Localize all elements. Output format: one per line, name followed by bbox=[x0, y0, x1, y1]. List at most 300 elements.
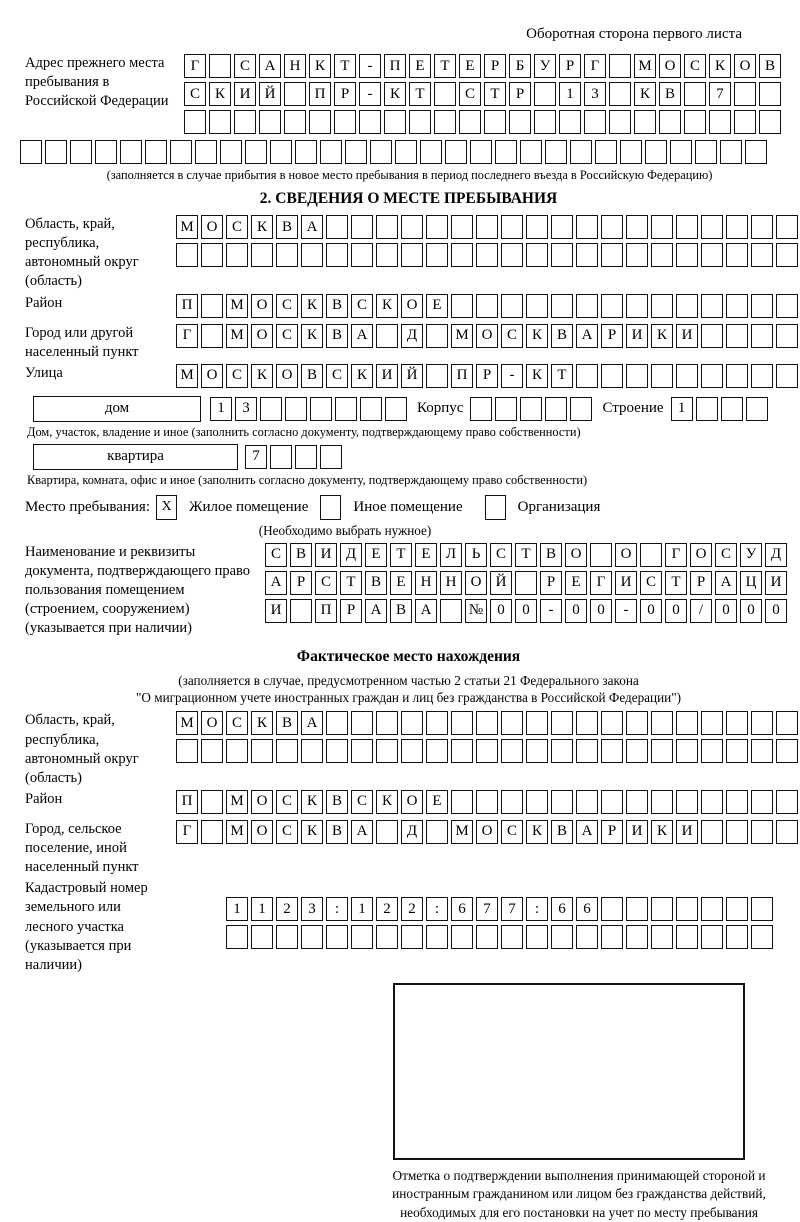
char-box[interactable] bbox=[401, 739, 423, 763]
char-box[interactable]: О bbox=[476, 820, 498, 844]
char-box[interactable]: А bbox=[365, 599, 387, 623]
char-box[interactable] bbox=[476, 243, 498, 267]
char-box[interactable]: В bbox=[326, 294, 348, 318]
char-box[interactable] bbox=[495, 140, 517, 164]
char-box[interactable]: 7 bbox=[476, 897, 498, 921]
char-box[interactable] bbox=[95, 140, 117, 164]
char-box[interactable] bbox=[726, 790, 748, 814]
char-box[interactable] bbox=[501, 243, 523, 267]
char-box[interactable] bbox=[626, 925, 648, 949]
char-box[interactable]: А bbox=[576, 324, 598, 348]
char-box[interactable] bbox=[120, 140, 142, 164]
char-box[interactable] bbox=[326, 711, 348, 735]
char-box[interactable] bbox=[501, 925, 523, 949]
char-box[interactable] bbox=[576, 790, 598, 814]
checkbox-other-premises[interactable] bbox=[320, 495, 341, 520]
char-box[interactable] bbox=[626, 739, 648, 763]
char-box[interactable] bbox=[451, 243, 473, 267]
char-box[interactable]: К bbox=[651, 324, 673, 348]
char-box[interactable]: П bbox=[176, 294, 198, 318]
char-box[interactable] bbox=[345, 140, 367, 164]
char-box[interactable] bbox=[201, 739, 223, 763]
char-box[interactable] bbox=[746, 397, 768, 421]
char-box[interactable] bbox=[401, 711, 423, 735]
char-box[interactable]: Б bbox=[509, 54, 531, 78]
char-box[interactable]: В bbox=[365, 571, 387, 595]
char-box[interactable]: К bbox=[526, 324, 548, 348]
char-box[interactable] bbox=[551, 711, 573, 735]
char-box[interactable] bbox=[351, 215, 373, 239]
char-box[interactable] bbox=[290, 599, 312, 623]
char-box[interactable] bbox=[451, 711, 473, 735]
char-box[interactable] bbox=[201, 790, 223, 814]
char-box[interactable] bbox=[260, 397, 282, 421]
char-box[interactable] bbox=[776, 215, 798, 239]
char-box[interactable]: О bbox=[276, 364, 298, 388]
char-box[interactable]: С bbox=[276, 820, 298, 844]
char-box[interactable]: 0 bbox=[590, 599, 612, 623]
char-box[interactable]: К bbox=[709, 54, 731, 78]
char-box[interactable]: 2 bbox=[376, 897, 398, 921]
char-box[interactable]: 1 bbox=[251, 897, 273, 921]
char-box[interactable] bbox=[251, 925, 273, 949]
char-box[interactable]: Р bbox=[540, 571, 562, 595]
char-box[interactable] bbox=[251, 243, 273, 267]
char-box[interactable]: 2 bbox=[276, 897, 298, 921]
char-box[interactable] bbox=[701, 897, 723, 921]
char-box[interactable] bbox=[726, 739, 748, 763]
char-box[interactable]: Н bbox=[415, 571, 437, 595]
char-box[interactable] bbox=[751, 897, 773, 921]
char-box[interactable] bbox=[401, 243, 423, 267]
char-box[interactable]: А bbox=[265, 571, 287, 595]
char-box[interactable] bbox=[626, 897, 648, 921]
char-box[interactable]: В bbox=[276, 215, 298, 239]
char-box[interactable] bbox=[376, 925, 398, 949]
char-box[interactable] bbox=[301, 925, 323, 949]
char-box[interactable] bbox=[551, 243, 573, 267]
char-box[interactable] bbox=[745, 140, 767, 164]
char-box[interactable]: С bbox=[501, 820, 523, 844]
char-box[interactable]: 7 bbox=[501, 897, 523, 921]
char-box[interactable] bbox=[426, 364, 448, 388]
char-box[interactable] bbox=[459, 110, 481, 134]
char-box[interactable] bbox=[776, 711, 798, 735]
char-box[interactable]: Т bbox=[340, 571, 362, 595]
char-box[interactable] bbox=[601, 739, 623, 763]
char-box[interactable]: П bbox=[384, 54, 406, 78]
char-box[interactable] bbox=[526, 790, 548, 814]
char-box[interactable] bbox=[376, 243, 398, 267]
char-box[interactable]: М bbox=[226, 820, 248, 844]
char-box[interactable] bbox=[409, 110, 431, 134]
char-box[interactable]: - bbox=[615, 599, 637, 623]
char-box[interactable] bbox=[676, 294, 698, 318]
char-box[interactable] bbox=[334, 110, 356, 134]
char-box[interactable] bbox=[209, 54, 231, 78]
char-box[interactable]: А bbox=[351, 820, 373, 844]
char-box[interactable] bbox=[601, 215, 623, 239]
char-box[interactable]: Т bbox=[334, 54, 356, 78]
char-box[interactable] bbox=[701, 925, 723, 949]
char-box[interactable] bbox=[351, 925, 373, 949]
char-box[interactable]: Р bbox=[334, 82, 356, 106]
char-box[interactable]: 7 bbox=[245, 445, 267, 469]
char-box[interactable] bbox=[434, 110, 456, 134]
char-box[interactable] bbox=[515, 571, 537, 595]
char-box[interactable]: А bbox=[415, 599, 437, 623]
char-box[interactable] bbox=[495, 397, 517, 421]
char-box[interactable]: В bbox=[290, 543, 312, 567]
char-box[interactable]: А bbox=[301, 711, 323, 735]
char-box[interactable] bbox=[270, 445, 292, 469]
char-box[interactable]: М bbox=[176, 364, 198, 388]
char-box[interactable] bbox=[476, 294, 498, 318]
char-box[interactable] bbox=[726, 294, 748, 318]
char-box[interactable]: С bbox=[326, 364, 348, 388]
char-box[interactable] bbox=[301, 243, 323, 267]
char-box[interactable]: Е bbox=[409, 54, 431, 78]
char-box[interactable]: И bbox=[676, 820, 698, 844]
char-box[interactable] bbox=[376, 215, 398, 239]
char-box[interactable]: В bbox=[276, 711, 298, 735]
char-box[interactable]: Т bbox=[390, 543, 412, 567]
char-box[interactable] bbox=[776, 294, 798, 318]
char-box[interactable] bbox=[696, 397, 718, 421]
char-box[interactable]: 1 bbox=[210, 397, 232, 421]
char-box[interactable] bbox=[751, 215, 773, 239]
char-box[interactable]: 6 bbox=[451, 897, 473, 921]
char-box[interactable] bbox=[559, 110, 581, 134]
char-box[interactable]: Т bbox=[665, 571, 687, 595]
char-box[interactable]: 7 bbox=[709, 82, 731, 106]
char-box[interactable]: Л bbox=[440, 543, 462, 567]
char-box[interactable] bbox=[201, 243, 223, 267]
char-box[interactable] bbox=[751, 294, 773, 318]
char-box[interactable] bbox=[759, 110, 781, 134]
char-box[interactable]: Т bbox=[484, 82, 506, 106]
char-box[interactable] bbox=[726, 897, 748, 921]
char-box[interactable] bbox=[526, 243, 548, 267]
char-box[interactable]: Г bbox=[584, 54, 606, 78]
char-box[interactable]: И bbox=[315, 543, 337, 567]
char-box[interactable] bbox=[395, 140, 417, 164]
char-box[interactable] bbox=[376, 711, 398, 735]
char-box[interactable] bbox=[534, 82, 556, 106]
char-box[interactable] bbox=[209, 110, 231, 134]
char-box[interactable]: В bbox=[659, 82, 681, 106]
char-box[interactable]: Е bbox=[426, 790, 448, 814]
char-box[interactable]: К bbox=[251, 364, 273, 388]
char-box[interactable]: П bbox=[176, 790, 198, 814]
char-box[interactable]: И bbox=[615, 571, 637, 595]
char-box[interactable] bbox=[570, 140, 592, 164]
char-box[interactable]: Р bbox=[476, 364, 498, 388]
char-box[interactable]: К bbox=[384, 82, 406, 106]
char-box[interactable]: Р bbox=[509, 82, 531, 106]
char-box[interactable]: Е bbox=[426, 294, 448, 318]
char-box[interactable] bbox=[601, 711, 623, 735]
char-box[interactable] bbox=[701, 243, 723, 267]
char-box[interactable] bbox=[676, 243, 698, 267]
char-box[interactable] bbox=[351, 711, 373, 735]
char-box[interactable]: С bbox=[315, 571, 337, 595]
char-box[interactable] bbox=[520, 397, 542, 421]
char-box[interactable]: У bbox=[534, 54, 556, 78]
char-box[interactable]: Р bbox=[290, 571, 312, 595]
char-box[interactable] bbox=[701, 820, 723, 844]
char-box[interactable] bbox=[676, 790, 698, 814]
char-box[interactable]: К bbox=[651, 820, 673, 844]
char-box[interactable] bbox=[220, 140, 242, 164]
char-box[interactable] bbox=[759, 82, 781, 106]
char-box[interactable]: 3 bbox=[584, 82, 606, 106]
char-box[interactable] bbox=[726, 243, 748, 267]
char-box[interactable] bbox=[776, 739, 798, 763]
char-box[interactable] bbox=[676, 364, 698, 388]
char-box[interactable]: К bbox=[309, 54, 331, 78]
char-box[interactable]: К bbox=[301, 324, 323, 348]
char-box[interactable]: И bbox=[676, 324, 698, 348]
char-box[interactable] bbox=[751, 820, 773, 844]
char-box[interactable]: С bbox=[265, 543, 287, 567]
char-box[interactable] bbox=[651, 364, 673, 388]
char-box[interactable] bbox=[726, 925, 748, 949]
char-box[interactable] bbox=[370, 140, 392, 164]
char-box[interactable] bbox=[501, 711, 523, 735]
char-box[interactable] bbox=[359, 110, 381, 134]
char-box[interactable] bbox=[676, 925, 698, 949]
char-box[interactable]: В bbox=[301, 364, 323, 388]
char-box[interactable]: 2 bbox=[401, 897, 423, 921]
char-box[interactable]: П bbox=[451, 364, 473, 388]
char-box[interactable]: 0 bbox=[640, 599, 662, 623]
char-box[interactable] bbox=[595, 140, 617, 164]
char-box[interactable] bbox=[451, 925, 473, 949]
char-box[interactable] bbox=[335, 397, 357, 421]
char-box[interactable] bbox=[434, 82, 456, 106]
char-box[interactable] bbox=[320, 140, 342, 164]
char-box[interactable]: О bbox=[476, 324, 498, 348]
char-box[interactable] bbox=[651, 243, 673, 267]
char-box[interactable] bbox=[284, 110, 306, 134]
char-box[interactable] bbox=[576, 294, 598, 318]
char-box[interactable] bbox=[701, 215, 723, 239]
char-box[interactable] bbox=[351, 739, 373, 763]
char-box[interactable] bbox=[676, 711, 698, 735]
char-box[interactable] bbox=[226, 243, 248, 267]
char-box[interactable] bbox=[170, 140, 192, 164]
char-box[interactable]: О bbox=[659, 54, 681, 78]
char-box[interactable]: М bbox=[226, 324, 248, 348]
char-box[interactable] bbox=[751, 243, 773, 267]
char-box[interactable] bbox=[659, 110, 681, 134]
char-box[interactable]: С bbox=[459, 82, 481, 106]
char-box[interactable] bbox=[626, 790, 648, 814]
char-box[interactable] bbox=[384, 110, 406, 134]
char-box[interactable] bbox=[310, 397, 332, 421]
char-box[interactable]: А bbox=[715, 571, 737, 595]
char-box[interactable]: 0 bbox=[515, 599, 537, 623]
char-box[interactable] bbox=[276, 925, 298, 949]
char-box[interactable] bbox=[184, 110, 206, 134]
char-box[interactable] bbox=[601, 243, 623, 267]
char-box[interactable] bbox=[376, 820, 398, 844]
char-box[interactable] bbox=[451, 215, 473, 239]
char-box[interactable]: О bbox=[734, 54, 756, 78]
char-box[interactable] bbox=[726, 711, 748, 735]
char-box[interactable] bbox=[576, 215, 598, 239]
char-box[interactable] bbox=[440, 599, 462, 623]
char-box[interactable]: 0 bbox=[765, 599, 787, 623]
char-box[interactable]: М bbox=[451, 324, 473, 348]
char-box[interactable] bbox=[651, 294, 673, 318]
char-box[interactable] bbox=[385, 397, 407, 421]
char-box[interactable]: М bbox=[176, 215, 198, 239]
char-box[interactable] bbox=[651, 215, 673, 239]
char-box[interactable] bbox=[576, 925, 598, 949]
char-box[interactable]: 1 bbox=[671, 397, 693, 421]
char-box[interactable]: О bbox=[401, 294, 423, 318]
char-box[interactable]: Н bbox=[284, 54, 306, 78]
char-box[interactable] bbox=[551, 294, 573, 318]
char-box[interactable]: А bbox=[351, 324, 373, 348]
char-box[interactable]: Д bbox=[401, 324, 423, 348]
char-box[interactable] bbox=[670, 140, 692, 164]
char-box[interactable]: Й bbox=[490, 571, 512, 595]
char-box[interactable]: 6 bbox=[576, 897, 598, 921]
char-box[interactable] bbox=[526, 925, 548, 949]
char-box[interactable]: Т bbox=[551, 364, 573, 388]
char-box[interactable]: И bbox=[626, 324, 648, 348]
char-box[interactable]: И bbox=[376, 364, 398, 388]
char-box[interactable]: В bbox=[551, 324, 573, 348]
char-box[interactable] bbox=[551, 215, 573, 239]
char-box[interactable]: - bbox=[359, 54, 381, 78]
char-box[interactable]: Е bbox=[415, 543, 437, 567]
house-type-box[interactable]: дом bbox=[33, 396, 201, 422]
char-box[interactable]: С bbox=[276, 790, 298, 814]
char-box[interactable] bbox=[270, 140, 292, 164]
char-box[interactable] bbox=[226, 925, 248, 949]
char-box[interactable] bbox=[601, 294, 623, 318]
char-box[interactable]: Г bbox=[590, 571, 612, 595]
char-box[interactable] bbox=[609, 54, 631, 78]
char-box[interactable]: А bbox=[576, 820, 598, 844]
char-box[interactable] bbox=[676, 215, 698, 239]
char-box[interactable] bbox=[576, 739, 598, 763]
char-box[interactable] bbox=[201, 324, 223, 348]
char-box[interactable]: Т bbox=[515, 543, 537, 567]
char-box[interactable] bbox=[776, 790, 798, 814]
char-box[interactable] bbox=[426, 739, 448, 763]
char-box[interactable] bbox=[776, 364, 798, 388]
char-box[interactable]: Т bbox=[434, 54, 456, 78]
char-box[interactable]: С bbox=[351, 790, 373, 814]
char-box[interactable]: К bbox=[351, 364, 373, 388]
char-box[interactable] bbox=[45, 140, 67, 164]
char-box[interactable]: К bbox=[251, 711, 273, 735]
char-box[interactable]: К bbox=[301, 790, 323, 814]
char-box[interactable]: К bbox=[376, 790, 398, 814]
char-box[interactable] bbox=[751, 364, 773, 388]
char-box[interactable] bbox=[501, 790, 523, 814]
char-box[interactable] bbox=[626, 215, 648, 239]
char-box[interactable] bbox=[576, 243, 598, 267]
char-box[interactable] bbox=[326, 215, 348, 239]
char-box[interactable] bbox=[701, 294, 723, 318]
char-box[interactable]: 0 bbox=[715, 599, 737, 623]
char-box[interactable]: Р bbox=[340, 599, 362, 623]
char-box[interactable]: / bbox=[690, 599, 712, 623]
char-box[interactable]: К bbox=[251, 215, 273, 239]
char-box[interactable] bbox=[445, 140, 467, 164]
char-box[interactable] bbox=[245, 140, 267, 164]
char-box[interactable] bbox=[626, 711, 648, 735]
char-box[interactable] bbox=[470, 140, 492, 164]
char-box[interactable] bbox=[526, 215, 548, 239]
char-box[interactable]: У bbox=[740, 543, 762, 567]
char-box[interactable]: 1 bbox=[351, 897, 373, 921]
char-box[interactable] bbox=[476, 790, 498, 814]
char-box[interactable]: В bbox=[326, 324, 348, 348]
char-box[interactable]: Ь bbox=[465, 543, 487, 567]
char-box[interactable] bbox=[526, 294, 548, 318]
char-box[interactable]: Е bbox=[365, 543, 387, 567]
char-box[interactable]: К bbox=[301, 294, 323, 318]
char-box[interactable] bbox=[195, 140, 217, 164]
char-box[interactable] bbox=[551, 790, 573, 814]
char-box[interactable]: А bbox=[301, 215, 323, 239]
char-box[interactable] bbox=[701, 711, 723, 735]
char-box[interactable] bbox=[701, 324, 723, 348]
char-box[interactable]: Е bbox=[390, 571, 412, 595]
char-box[interactable] bbox=[721, 397, 743, 421]
char-box[interactable] bbox=[620, 140, 642, 164]
char-box[interactable]: С bbox=[184, 82, 206, 106]
char-box[interactable]: 0 bbox=[665, 599, 687, 623]
char-box[interactable]: О bbox=[401, 790, 423, 814]
char-box[interactable] bbox=[70, 140, 92, 164]
char-box[interactable] bbox=[701, 739, 723, 763]
char-box[interactable]: О bbox=[465, 571, 487, 595]
char-box[interactable]: С bbox=[226, 215, 248, 239]
char-box[interactable]: В bbox=[551, 820, 573, 844]
char-box[interactable]: В bbox=[390, 599, 412, 623]
char-box[interactable] bbox=[601, 364, 623, 388]
char-box[interactable]: Г bbox=[665, 543, 687, 567]
char-box[interactable]: С bbox=[684, 54, 706, 78]
char-box[interactable]: - bbox=[501, 364, 523, 388]
char-box[interactable]: И bbox=[234, 82, 256, 106]
char-box[interactable] bbox=[734, 82, 756, 106]
char-box[interactable]: С bbox=[351, 294, 373, 318]
char-box[interactable] bbox=[726, 324, 748, 348]
char-box[interactable]: 3 bbox=[235, 397, 257, 421]
char-box[interactable] bbox=[326, 925, 348, 949]
char-box[interactable] bbox=[360, 397, 382, 421]
char-box[interactable]: С bbox=[715, 543, 737, 567]
char-box[interactable] bbox=[545, 397, 567, 421]
char-box[interactable] bbox=[684, 82, 706, 106]
char-box[interactable] bbox=[20, 140, 42, 164]
char-box[interactable] bbox=[551, 925, 573, 949]
char-box[interactable] bbox=[526, 711, 548, 735]
char-box[interactable]: : bbox=[526, 897, 548, 921]
char-box[interactable]: Й bbox=[259, 82, 281, 106]
char-box[interactable] bbox=[776, 324, 798, 348]
checkbox-residential[interactable]: X bbox=[156, 495, 177, 520]
